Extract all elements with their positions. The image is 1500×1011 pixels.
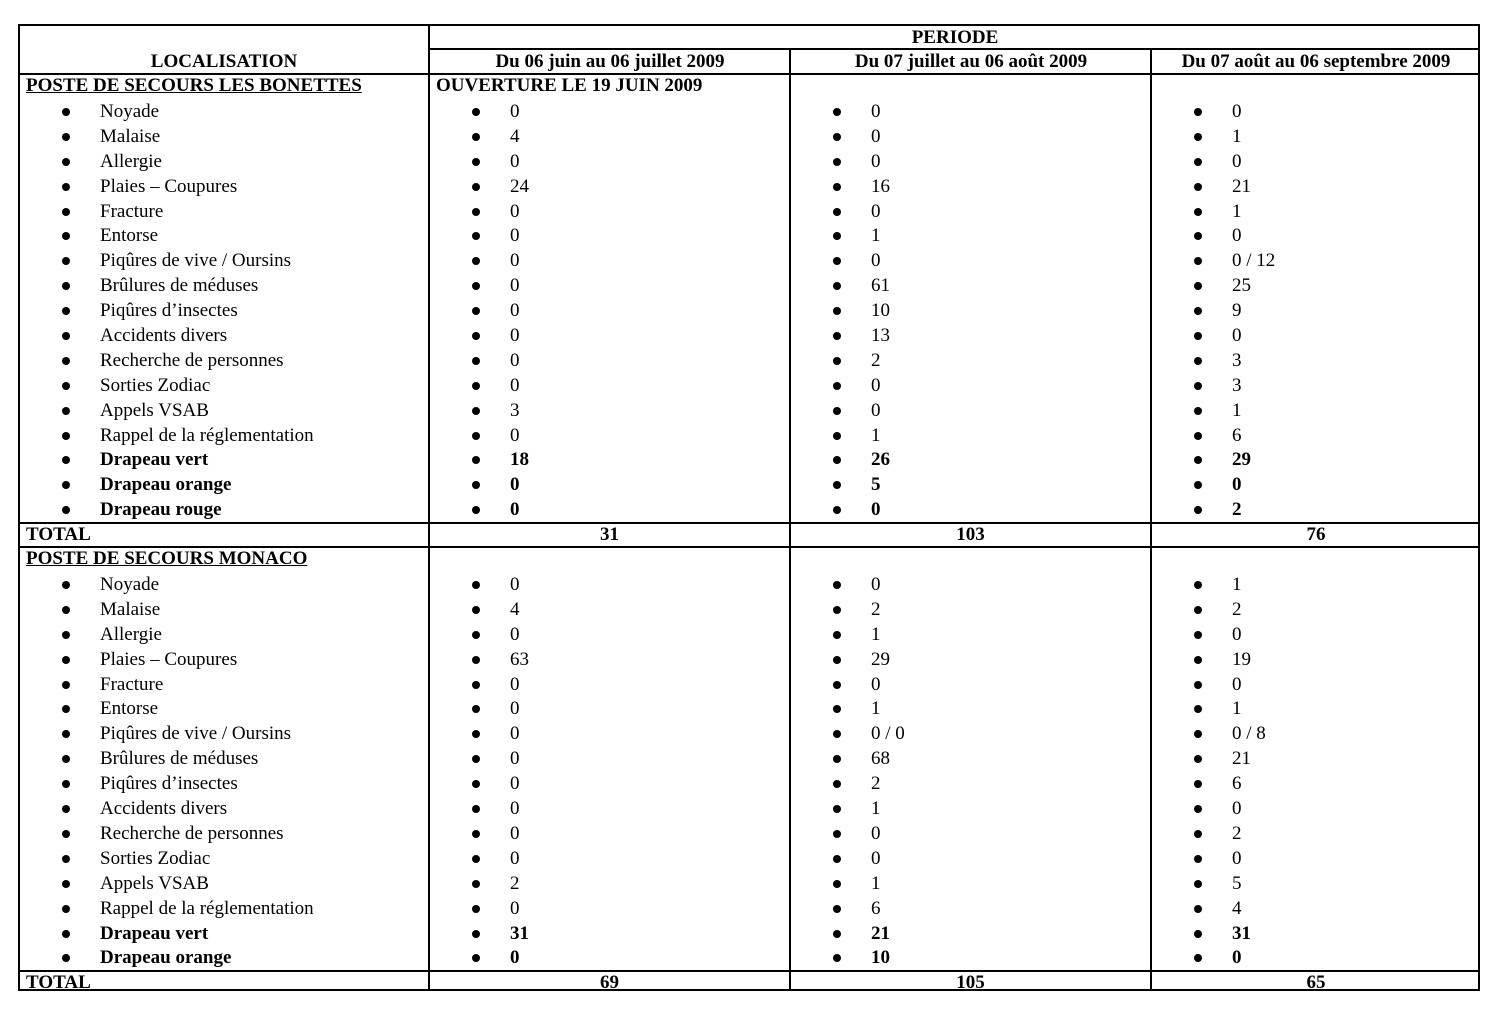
value-bullet	[1194, 954, 1202, 962]
value-bullet	[472, 755, 480, 763]
value-bullet	[833, 456, 841, 464]
cell-value: 0 / 12	[1232, 250, 1276, 271]
cell-value: 0	[510, 499, 520, 520]
list-bullet	[62, 232, 70, 240]
cell-value: 2	[871, 773, 881, 794]
value-bullet	[833, 681, 841, 689]
value-bullet	[472, 133, 480, 141]
value-bullet	[1194, 382, 1202, 390]
value-bullet	[833, 282, 841, 290]
row-label: Entorse	[100, 225, 159, 246]
list-bullet	[62, 780, 70, 788]
column-divider-1	[428, 26, 430, 991]
value-bullet	[472, 830, 480, 838]
cell-value: 4	[510, 126, 520, 147]
row-label: Appels VSAB	[100, 400, 209, 421]
cell-value: 0	[510, 300, 520, 321]
cell-value: 0	[510, 574, 520, 595]
cell-value: 0	[871, 499, 881, 520]
row-label: Piqûres de vive / Oursins	[100, 250, 292, 271]
cell-value: 0	[510, 474, 520, 495]
list-bullet	[62, 133, 70, 141]
value-bullet	[472, 282, 480, 290]
cell-value: 0	[510, 375, 520, 396]
list-bullet	[62, 307, 70, 315]
cell-value: 0	[510, 225, 520, 246]
header-period-3: Du 07 août au 06 septembre 2009	[1181, 51, 1451, 72]
value-bullet	[1194, 930, 1202, 938]
row-label: Malaise	[100, 599, 161, 620]
value-bullet	[472, 631, 480, 639]
value-bullet	[472, 108, 480, 116]
cell-value: 0	[510, 748, 520, 769]
value-bullet	[833, 631, 841, 639]
value-bullet	[1194, 282, 1202, 290]
list-bullet	[62, 257, 70, 265]
value-bullet	[833, 232, 841, 240]
value-bullet	[833, 257, 841, 265]
row-label: Drapeau vert	[100, 449, 209, 470]
value-bullet	[833, 357, 841, 365]
value-bullet	[833, 656, 841, 664]
value-bullet	[833, 755, 841, 763]
value-bullet	[472, 705, 480, 713]
row-label: Drapeau orange	[100, 474, 232, 495]
value-bullet	[833, 382, 841, 390]
value-bullet	[472, 456, 480, 464]
list-bullet	[62, 730, 70, 738]
value-bullet	[1194, 481, 1202, 489]
row-label: Recherche de personnes	[100, 350, 284, 371]
cell-value: 31	[1232, 923, 1251, 944]
value-bullet	[472, 357, 480, 365]
row-label: Plaies – Coupures	[100, 176, 238, 197]
value-bullet	[1194, 158, 1202, 166]
cell-value: 0	[1232, 848, 1242, 869]
value-bullet	[472, 382, 480, 390]
value-bullet	[1194, 855, 1202, 863]
value-bullet	[1194, 108, 1202, 116]
row-label: Rappel de la réglementation	[100, 898, 314, 919]
total-value: 103	[956, 524, 985, 545]
cell-value: 0	[510, 101, 520, 122]
value-bullet	[472, 232, 480, 240]
cell-value: 0	[510, 698, 520, 719]
value-bullet	[472, 158, 480, 166]
value-bullet	[833, 183, 841, 191]
list-bullet	[62, 183, 70, 191]
value-bullet	[472, 954, 480, 962]
value-bullet	[833, 158, 841, 166]
cell-value: 2	[1232, 499, 1242, 520]
row-label: Plaies – Coupures	[100, 649, 238, 670]
row-label: Brûlures de méduses	[100, 275, 259, 296]
cell-value: 3	[1232, 350, 1242, 371]
value-bullet	[833, 705, 841, 713]
cell-value: 0	[1232, 624, 1242, 645]
cell-value: 0	[1232, 474, 1242, 495]
cell-value: 3	[510, 400, 520, 421]
value-bullet	[472, 880, 480, 888]
cell-value: 21	[871, 923, 890, 944]
header-localisation: LOCALISATION	[150, 51, 298, 72]
cell-value: 0	[1232, 225, 1242, 246]
cell-value: 19	[1232, 649, 1251, 670]
row-label: Drapeau vert	[100, 923, 209, 944]
cell-value: 24	[510, 176, 529, 197]
cell-value: 4	[510, 599, 520, 620]
cell-value: 2	[510, 873, 520, 894]
row-label: Piqûres d’insectes	[100, 773, 238, 794]
section-title: POSTE DE SECOURS MONACO	[26, 548, 308, 570]
cell-value: 0	[1232, 674, 1242, 695]
value-bullet	[472, 332, 480, 340]
value-bullet	[1194, 456, 1202, 464]
cell-value: 0	[510, 848, 520, 869]
column-divider-3	[1150, 48, 1152, 991]
value-bullet	[833, 905, 841, 913]
value-bullet	[472, 730, 480, 738]
value-bullet	[833, 780, 841, 788]
value-bullet	[1194, 905, 1202, 913]
row-label: Piqûres d’insectes	[100, 300, 238, 321]
list-bullet	[62, 681, 70, 689]
value-bullet	[1194, 755, 1202, 763]
section-note: OUVERTURE LE 19 JUIN 2009	[436, 75, 703, 96]
cell-value: 1	[871, 698, 881, 719]
cell-value: 0	[1232, 947, 1242, 968]
total-label: TOTAL	[26, 972, 91, 993]
row-label: Noyade	[100, 101, 160, 122]
list-bullet	[62, 656, 70, 664]
cell-value: 31	[510, 923, 529, 944]
row-label: Accidents divers	[100, 798, 228, 819]
value-bullet	[833, 208, 841, 216]
value-bullet	[472, 905, 480, 913]
value-bullet	[1194, 730, 1202, 738]
row-label: Fracture	[100, 201, 164, 222]
list-bullet	[62, 357, 70, 365]
value-bullet	[472, 407, 480, 415]
header-periode: PERIODE	[911, 27, 999, 48]
value-bullet	[1194, 606, 1202, 614]
row-label: Appels VSAB	[100, 873, 209, 894]
list-bullet	[62, 855, 70, 863]
value-bullet	[833, 855, 841, 863]
cell-value: 5	[1232, 873, 1242, 894]
cell-value: 4	[1232, 898, 1242, 919]
row-label: Entorse	[100, 698, 159, 719]
cell-value: 0	[871, 674, 881, 695]
total-value: 65	[1306, 972, 1326, 993]
total-value: 76	[1306, 524, 1326, 545]
row-label: Allergie	[100, 151, 162, 172]
cell-value: 0	[510, 898, 520, 919]
cell-value: 0	[871, 126, 881, 147]
total-value: 69	[600, 972, 619, 993]
list-bullet	[62, 830, 70, 838]
cell-value: 0 / 8	[1232, 723, 1266, 744]
value-bullet	[472, 780, 480, 788]
cell-value: 21	[1232, 748, 1251, 769]
cell-value: 0	[1232, 101, 1242, 122]
value-bullet	[1194, 805, 1202, 813]
value-bullet	[1194, 133, 1202, 141]
cell-value: 5	[871, 474, 881, 495]
value-bullet	[1194, 232, 1202, 240]
list-bullet	[62, 880, 70, 888]
cell-value: 0	[871, 375, 881, 396]
value-bullet	[1194, 581, 1202, 589]
cell-value: 61	[871, 275, 890, 296]
row-label: Piqûres de vive / Oursins	[100, 723, 292, 744]
cell-value: 2	[871, 599, 881, 620]
row-label: Malaise	[100, 126, 161, 147]
value-bullet	[833, 606, 841, 614]
cell-value: 0	[1232, 325, 1242, 346]
cell-value: 0	[1232, 151, 1242, 172]
row-label: Brûlures de méduses	[100, 748, 259, 769]
value-bullet	[833, 432, 841, 440]
row-label: Rappel de la réglementation	[100, 425, 314, 446]
value-bullet	[1194, 183, 1202, 191]
cell-value: 0	[871, 400, 881, 421]
cell-value: 0 / 0	[871, 723, 905, 744]
cell-value: 0	[510, 250, 520, 271]
cell-value: 6	[1232, 425, 1242, 446]
value-bullet	[833, 954, 841, 962]
cell-value: 10	[871, 947, 890, 968]
row-label: Drapeau orange	[100, 947, 232, 968]
cell-value: 1	[1232, 698, 1242, 719]
row-label: Allergie	[100, 624, 162, 645]
cell-value: 0	[510, 201, 520, 222]
cell-value: 0	[871, 151, 881, 172]
header-period-2: Du 07 juillet au 06 août 2009	[854, 51, 1088, 72]
value-bullet	[833, 880, 841, 888]
value-bullet	[833, 506, 841, 514]
cell-value: 29	[871, 649, 890, 670]
cell-value: 0	[1232, 798, 1242, 819]
header-divider-periode	[428, 48, 1480, 50]
cell-value: 25	[1232, 275, 1251, 296]
value-bullet	[833, 581, 841, 589]
list-bullet	[62, 108, 70, 116]
value-bullet	[833, 930, 841, 938]
value-bullet	[472, 581, 480, 589]
list-bullet	[62, 905, 70, 913]
value-bullet	[1194, 208, 1202, 216]
list-bullet	[62, 432, 70, 440]
cell-value: 0	[871, 101, 881, 122]
value-bullet	[472, 432, 480, 440]
value-bullet	[472, 855, 480, 863]
cell-value: 1	[1232, 201, 1242, 222]
row-label: Noyade	[100, 574, 160, 595]
cell-value: 1	[1232, 574, 1242, 595]
cell-value: 0	[510, 350, 520, 371]
list-bullet	[62, 755, 70, 763]
list-bullet	[62, 606, 70, 614]
list-bullet	[62, 930, 70, 938]
cell-value: 9	[1232, 300, 1242, 321]
cell-value: 0	[871, 848, 881, 869]
list-bullet	[62, 382, 70, 390]
list-bullet	[62, 282, 70, 290]
cell-value: 0	[510, 798, 520, 819]
value-bullet	[833, 830, 841, 838]
value-bullet	[833, 730, 841, 738]
cell-value: 1	[871, 798, 881, 819]
list-bullet	[62, 158, 70, 166]
cell-value: 1	[1232, 126, 1242, 147]
value-bullet	[1194, 705, 1202, 713]
value-bullet	[472, 481, 480, 489]
value-bullet	[1194, 880, 1202, 888]
cell-value: 0	[510, 723, 520, 744]
value-bullet	[472, 805, 480, 813]
value-bullet	[833, 133, 841, 141]
column-divider-2	[789, 48, 791, 991]
cell-value: 1	[871, 873, 881, 894]
value-bullet	[833, 407, 841, 415]
cell-value: 29	[1232, 449, 1251, 470]
value-bullet	[1194, 332, 1202, 340]
cell-value: 21	[1232, 176, 1251, 197]
row-label: Recherche de personnes	[100, 823, 284, 844]
row-label: Accidents divers	[100, 325, 228, 346]
value-bullet	[1194, 432, 1202, 440]
value-bullet	[472, 208, 480, 216]
value-bullet	[1194, 407, 1202, 415]
value-bullet	[833, 332, 841, 340]
value-bullet	[1194, 307, 1202, 315]
cell-value: 6	[1232, 773, 1242, 794]
value-bullet	[472, 606, 480, 614]
cell-value: 0	[510, 425, 520, 446]
value-bullet	[1194, 656, 1202, 664]
value-bullet	[472, 257, 480, 265]
cell-value: 0	[510, 773, 520, 794]
cell-value: 0	[510, 325, 520, 346]
value-bullet	[833, 805, 841, 813]
cell-value: 10	[871, 300, 890, 321]
value-bullet	[833, 481, 841, 489]
list-bullet	[62, 805, 70, 813]
cell-value: 68	[871, 748, 890, 769]
cell-value: 63	[510, 649, 529, 670]
total-label: TOTAL	[26, 524, 91, 545]
value-bullet	[472, 183, 480, 191]
cell-value: 18	[510, 449, 529, 470]
row-label: Sorties Zodiac	[100, 375, 211, 396]
section-title: POSTE DE SECOURS LES BONETTES	[26, 75, 362, 96]
cell-value: 3	[1232, 375, 1242, 396]
list-bullet	[62, 208, 70, 216]
header-period-1: Du 06 juin au 06 juillet 2009	[495, 51, 725, 72]
value-bullet	[1194, 357, 1202, 365]
cell-value: 0	[510, 624, 520, 645]
cell-value: 2	[871, 350, 881, 371]
cell-value: 13	[871, 325, 890, 346]
cell-value: 0	[510, 947, 520, 968]
value-bullet	[1194, 631, 1202, 639]
total-value: 105	[956, 972, 985, 993]
list-bullet	[62, 581, 70, 589]
value-bullet	[1194, 830, 1202, 838]
list-bullet	[62, 332, 70, 340]
cell-value: 16	[871, 176, 890, 197]
cell-value: 0	[871, 574, 881, 595]
value-bullet	[472, 307, 480, 315]
cell-value: 1	[871, 624, 881, 645]
cell-value: 0	[510, 674, 520, 695]
value-bullet	[472, 656, 480, 664]
value-bullet	[472, 506, 480, 514]
value-bullet	[472, 930, 480, 938]
value-bullet	[1194, 780, 1202, 788]
cell-value: 0	[510, 823, 520, 844]
list-bullet	[62, 481, 70, 489]
total-value: 31	[600, 524, 619, 545]
cell-value: 1	[1232, 400, 1242, 421]
cell-value: 1	[871, 225, 881, 246]
cell-value: 2	[1232, 823, 1242, 844]
list-bullet	[62, 705, 70, 713]
cell-value: 0	[871, 201, 881, 222]
value-bullet	[472, 681, 480, 689]
value-bullet	[1194, 506, 1202, 514]
list-bullet	[62, 631, 70, 639]
row-label: Fracture	[100, 674, 164, 695]
cell-value: 1	[871, 425, 881, 446]
cell-value: 0	[510, 151, 520, 172]
value-bullet	[833, 307, 841, 315]
cell-value: 0	[510, 275, 520, 296]
list-bullet	[62, 954, 70, 962]
row-label: Drapeau rouge	[100, 499, 222, 520]
value-bullet	[1194, 681, 1202, 689]
list-bullet	[62, 456, 70, 464]
list-bullet	[62, 506, 70, 514]
cell-value: 0	[871, 823, 881, 844]
statistics-table	[18, 24, 1480, 991]
value-bullet	[1194, 257, 1202, 265]
cell-value: 26	[871, 449, 890, 470]
list-bullet	[62, 407, 70, 415]
cell-value: 0	[871, 250, 881, 271]
cell-value: 6	[871, 898, 881, 919]
cell-value: 2	[1232, 599, 1242, 620]
row-label: Sorties Zodiac	[100, 848, 211, 869]
value-bullet	[833, 108, 841, 116]
